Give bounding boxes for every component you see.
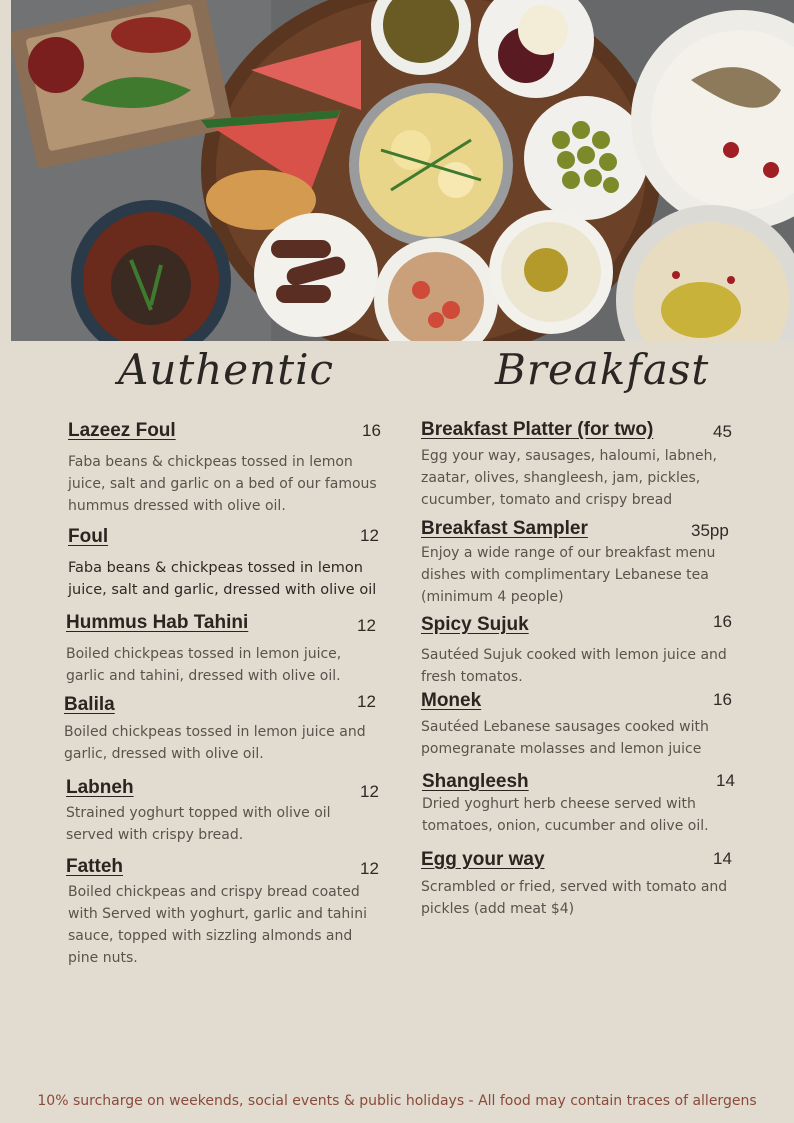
menu-item-name: Fatteh [66, 856, 123, 877]
menu-item-name: Breakfast Platter (for two) [421, 419, 654, 440]
menu-item-description: Egg your way, sausages, haloumi, labneh, zaatar, olives, shangleesh, jam, pickles, cucumber, tomato and crispy bread [421, 448, 717, 508]
menu-item-name: Spicy Sujuk [421, 614, 529, 635]
menu-item-description: Faba beans & chickpeas tossed in lemon juice, salt and garlic, dressed with olive oil [68, 560, 377, 598]
menu-item-price: 14 [713, 849, 732, 868]
surcharge-note: 10% surcharge on weekends, social events & public holidays - All food may contain traces of allergens [37, 1093, 757, 1109]
menu-item-name: Shangleesh [422, 771, 529, 792]
menu-item-name: Labneh [66, 777, 134, 798]
menu-item-name: Breakfast Sampler [421, 518, 588, 539]
menu-item-price: 12 [357, 692, 376, 711]
menu-item-name: Monek [421, 690, 482, 711]
menu-item-price: 12 [357, 616, 376, 635]
menu-item-price: 14 [716, 771, 735, 790]
menu-item-description: Boiled chickpeas tossed in lemon juice, garlic and tahini, dressed with olive oil. [66, 646, 342, 684]
menu-item-description: Boiled chickpeas and crispy bread coated with Served with yoghurt, garlic and tahini sauce, topped with sizzling almonds and pine nuts. [68, 884, 367, 966]
menu-item-price: 45 [713, 422, 732, 441]
menu-item-description: Faba beans & chickpeas tossed in lemon juice, salt and garlic on a bed of our famous hummus dressed with olive oil. [68, 454, 377, 514]
menu-item-description: Sautéed Sujuk cooked with lemon juice and fresh tomatos. [421, 647, 727, 685]
menu-item-name: Foul [68, 526, 109, 547]
menu-item-description: Scrambled or fried, served with tomato and pickles (add meat $4) [421, 879, 728, 917]
authentic-heading: Authentic [118, 345, 335, 394]
menu-item-description: Sautéed Lebanese sausages cooked with pomegranate molasses and lemon juice [421, 719, 709, 757]
menu-item-price: 12 [360, 526, 379, 545]
breakfast-heading: Breakfast [495, 345, 710, 394]
menu-item-name: Hummus Hab Tahini [66, 612, 249, 633]
menu-item-name: Balila [64, 694, 115, 715]
menu-item-price: 16 [713, 612, 732, 631]
menu-item-price: 12 [360, 859, 379, 878]
menu-item-description: Boiled chickpeas tossed in lemon juice and garlic, dressed with olive oil. [64, 724, 366, 762]
menu-item-name: Lazeez Foul [68, 420, 176, 441]
menu-item-description: Strained yoghurt topped with olive oil served with crispy bread. [66, 805, 331, 843]
menu-item-name: Egg your way [421, 849, 545, 870]
hero-food-photo [11, 0, 794, 341]
menu-item-price: 16 [362, 421, 381, 440]
menu-item-price: 35pp [691, 521, 729, 540]
menu-item-price: 16 [713, 690, 732, 709]
menu-item-description: Dried yoghurt herb cheese served with tomatoes, onion, cucumber and olive oil. [422, 796, 709, 834]
menu-item-price: 12 [360, 782, 379, 801]
menu-item-description: Enjoy a wide range of our breakfast menu dishes with complimentary Lebanese tea (minimum 4 people) [421, 545, 716, 605]
